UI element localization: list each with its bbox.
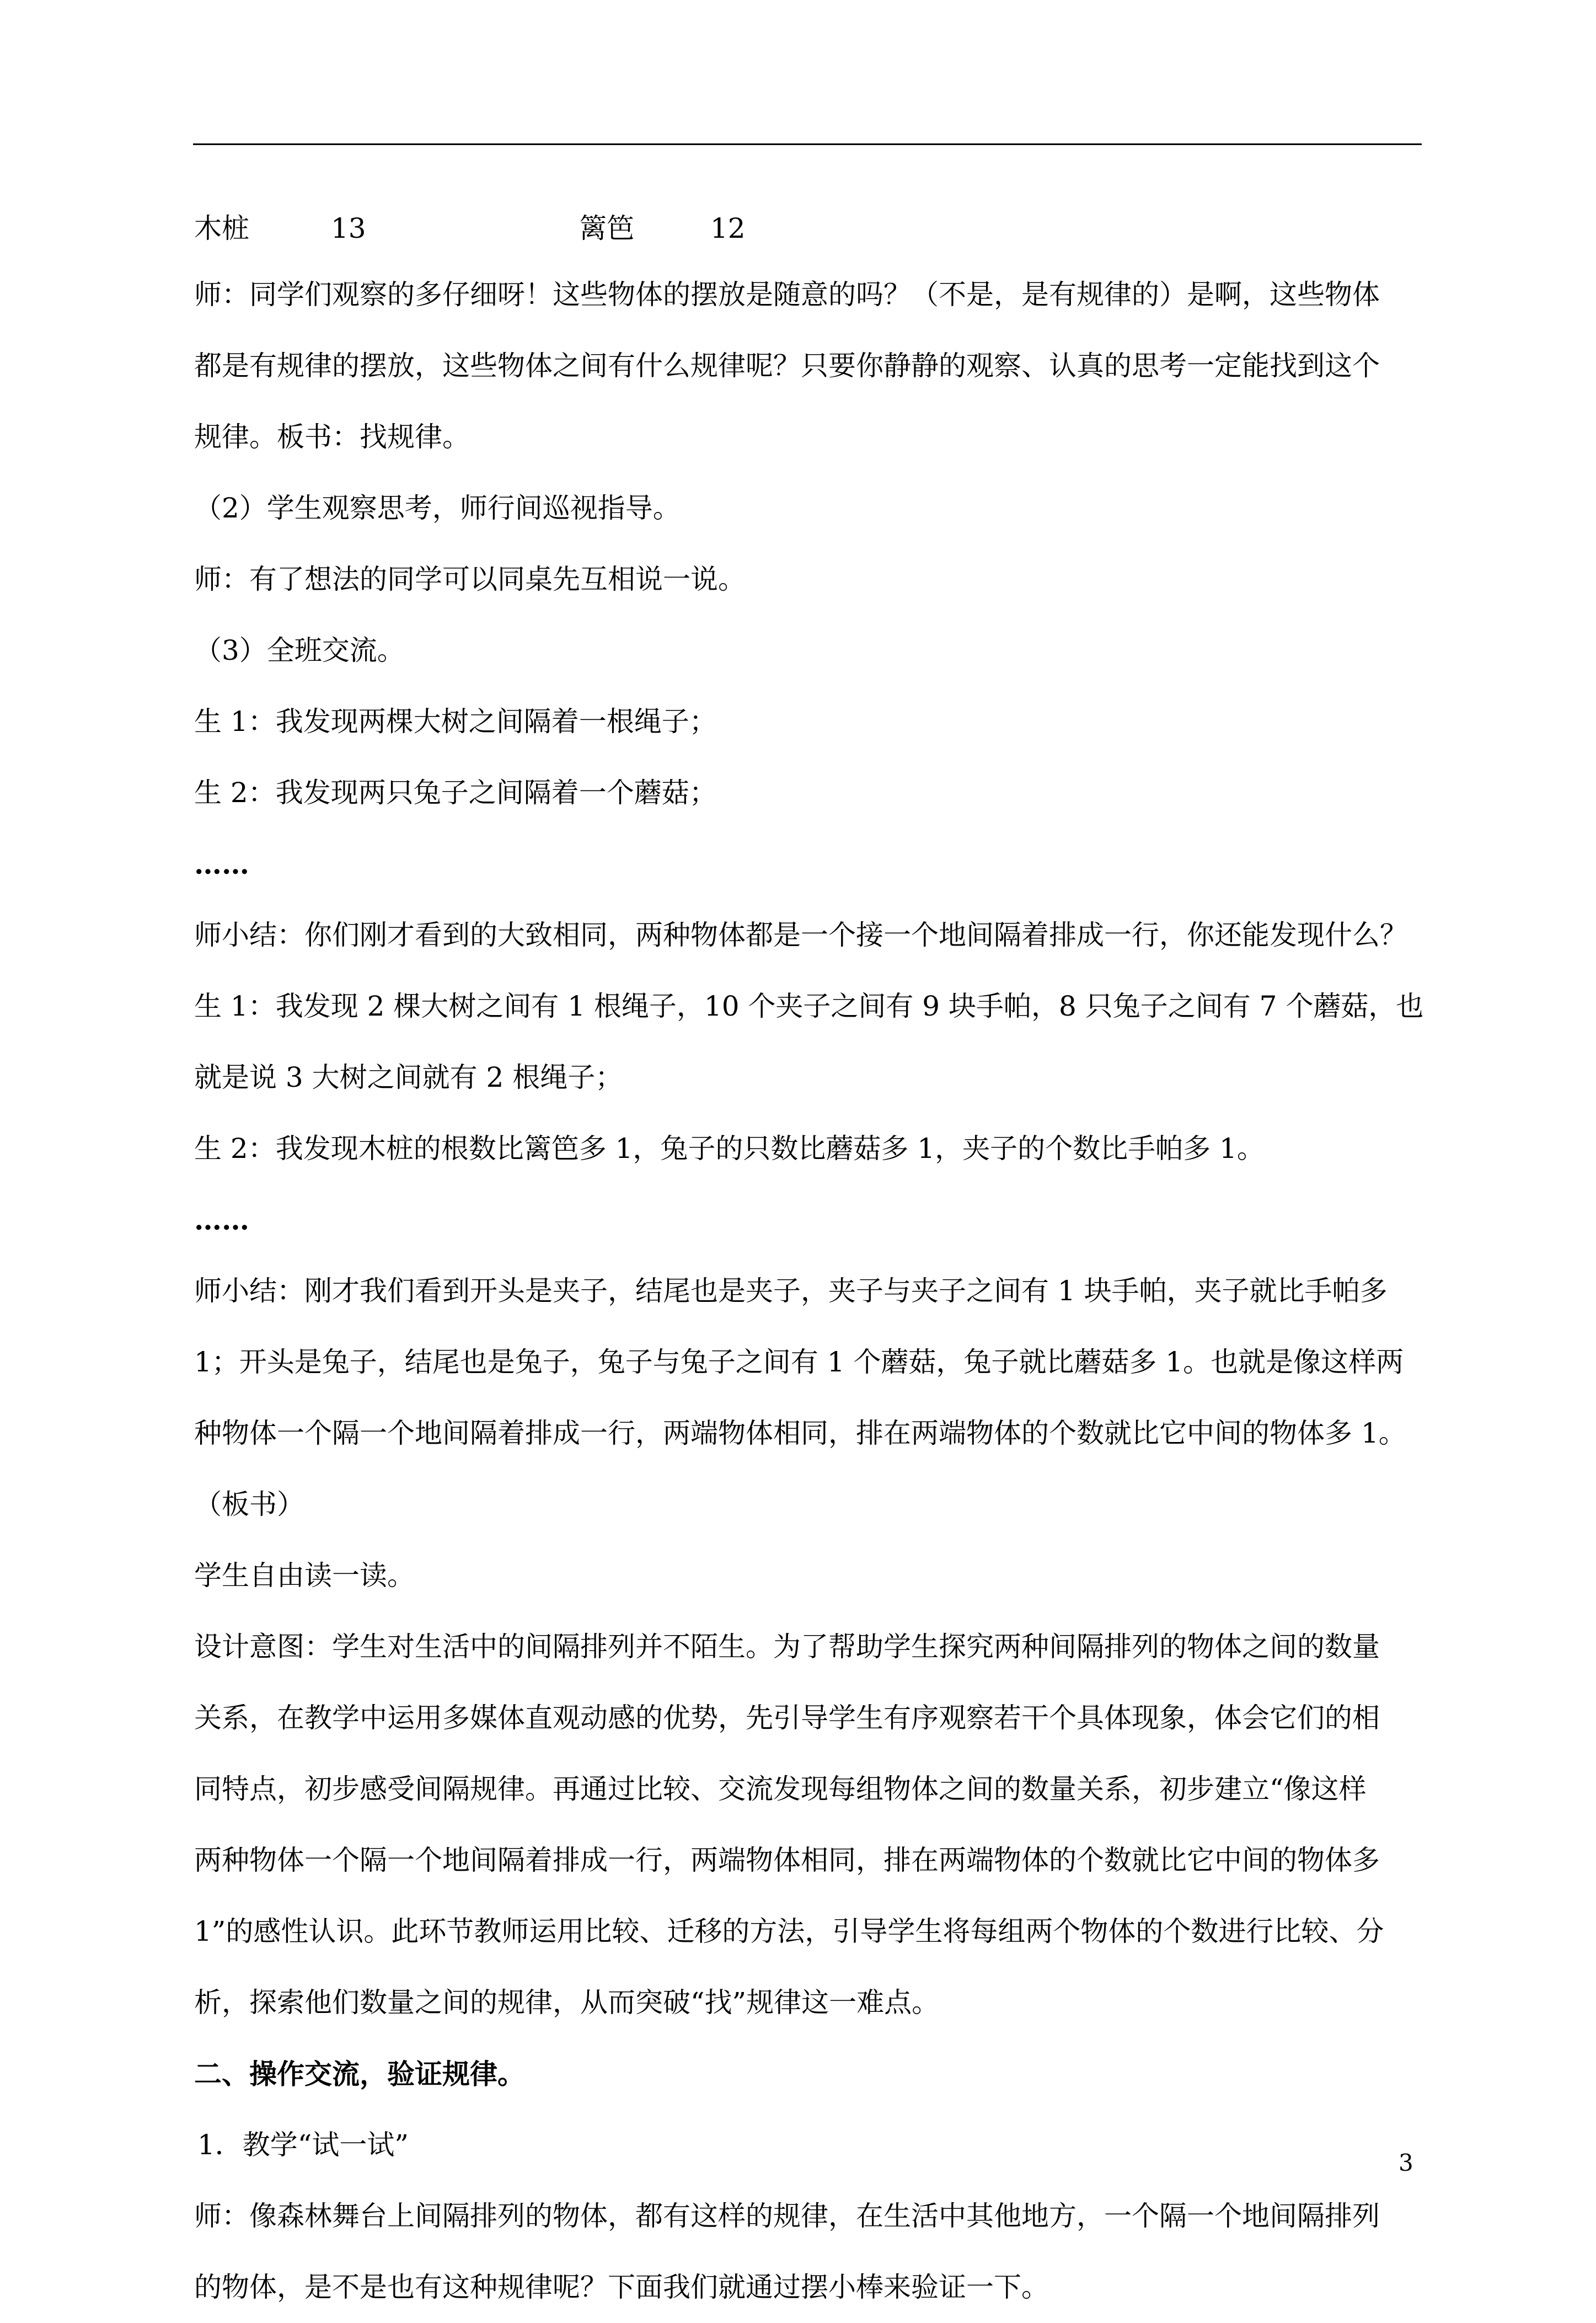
header-rule xyxy=(193,143,1422,145)
text-line: 师：同学们观察的多仔细呀！这些物体的摆放是随意的吗？（不是，是有规律的）是啊，这些物体 xyxy=(194,279,1380,311)
data-row xyxy=(194,197,1429,259)
section-heading: 二、操作交流，验证规律。 xyxy=(194,2058,525,2090)
text-line: 生 2：我发现两只兔子之间隔着一个蘑菇； xyxy=(194,777,717,809)
text-line: 都是有规律的摆放，这些物体之间有什么规律呢？只要你静静的观察、认真的思考一定能找到这个 xyxy=(194,350,1380,382)
text-line: 种物体一个隔一个地间隔着排成一行，两端物体相同，排在两端物体的个数就比它中间的物体多 1。 xyxy=(194,1417,1406,1449)
text-line: （3）全班交流。 xyxy=(194,634,405,666)
text-line: 同特点，初步感受间隔规律。再通过比较、交流发现每组物体之间的数量关系，初步建立“像这样 xyxy=(194,1773,1367,1805)
text-line: 师小结：你们刚才看到的大致相同，两种物体都是一个接一个地间隔着排成一行，你还能发现什么？ xyxy=(194,919,1407,951)
subsection-heading: 1．教学“试一试” xyxy=(197,2129,409,2161)
text-line: （板书） xyxy=(194,1488,304,1520)
value-fence: 12 xyxy=(710,212,746,244)
value-stakes: 13 xyxy=(331,212,366,244)
text-line: 设计意图：学生对生活中的间隔排列并不陌生。为了帮助学生探究两种间隔排列的物体之间的数量 xyxy=(194,1631,1380,1663)
text-line: 师：有了想法的同学可以同桌先互相说一说。 xyxy=(194,563,746,595)
ellipsis-line: …… xyxy=(194,1204,249,1236)
text-line: 1”的感性认识。此环节教师运用比较、迁移的方法，引导学生将每组两个物体的个数进行比较、分 xyxy=(194,1915,1384,1947)
text-line: 生 2：我发现木桩的根数比篱笆多 1，兔子的只数比蘑菇多 1，夹子的个数比手帕多 1。 xyxy=(194,1133,1265,1165)
document-body xyxy=(194,197,1429,2323)
text-line: 师小结：刚才我们看到开头是夹子，结尾也是夹子，夹子与夹子之间有 1 块手帕，夹子就比手帕多 xyxy=(194,1275,1388,1307)
label-stakes: 木桩 xyxy=(194,212,249,244)
text-line: 1；开头是兔子，结尾也是兔子，兔子与兔子之间有 1 个蘑菇，兔子就比蘑菇多 1。也就是像这样两 xyxy=(194,1346,1404,1378)
text-line: 学生自由读一读。 xyxy=(194,1560,415,1592)
ellipsis-line: …… xyxy=(194,848,249,880)
text-line: 规律。板书：找规律。 xyxy=(194,421,470,453)
text-line: 析，探索他们数量之间的规律，从而突破“找”规律这一难点。 xyxy=(194,1986,940,2018)
text-line: 生 1：我发现两棵大树之间隔着一根绳子； xyxy=(194,706,717,738)
page-number: 3 xyxy=(1399,2149,1413,2176)
text-line: 两种物体一个隔一个地间隔着排成一行，两端物体相同，排在两端物体的个数就比它中间的物体多 xyxy=(194,1844,1380,1876)
text-line: （2）学生观察思考，师行间巡视指导。 xyxy=(194,492,681,524)
text-line: 的物体，是不是也有这种规律呢？下面我们就通过摆小棒来验证一下。 xyxy=(194,2271,1049,2303)
text-line: 生 1：我发现 2 棵大树之间有 1 根绳子，10 个夹子之间有 9 块手帕，8 只兔子之间有 7 个蘑菇，也 xyxy=(194,990,1424,1022)
text-line: 关系，在教学中运用多媒体直观动感的优势，先引导学生有序观察若干个具体现象，体会它们的相 xyxy=(194,1702,1380,1734)
text-line: 师：像森林舞台上间隔排列的物体，都有这样的规律，在生活中其他地方，一个隔一个地间隔排列 xyxy=(194,2200,1380,2232)
text-line: 就是说 3 大树之间就有 2 根绳子； xyxy=(194,1061,623,1093)
label-fence: 篱笆 xyxy=(579,212,634,244)
